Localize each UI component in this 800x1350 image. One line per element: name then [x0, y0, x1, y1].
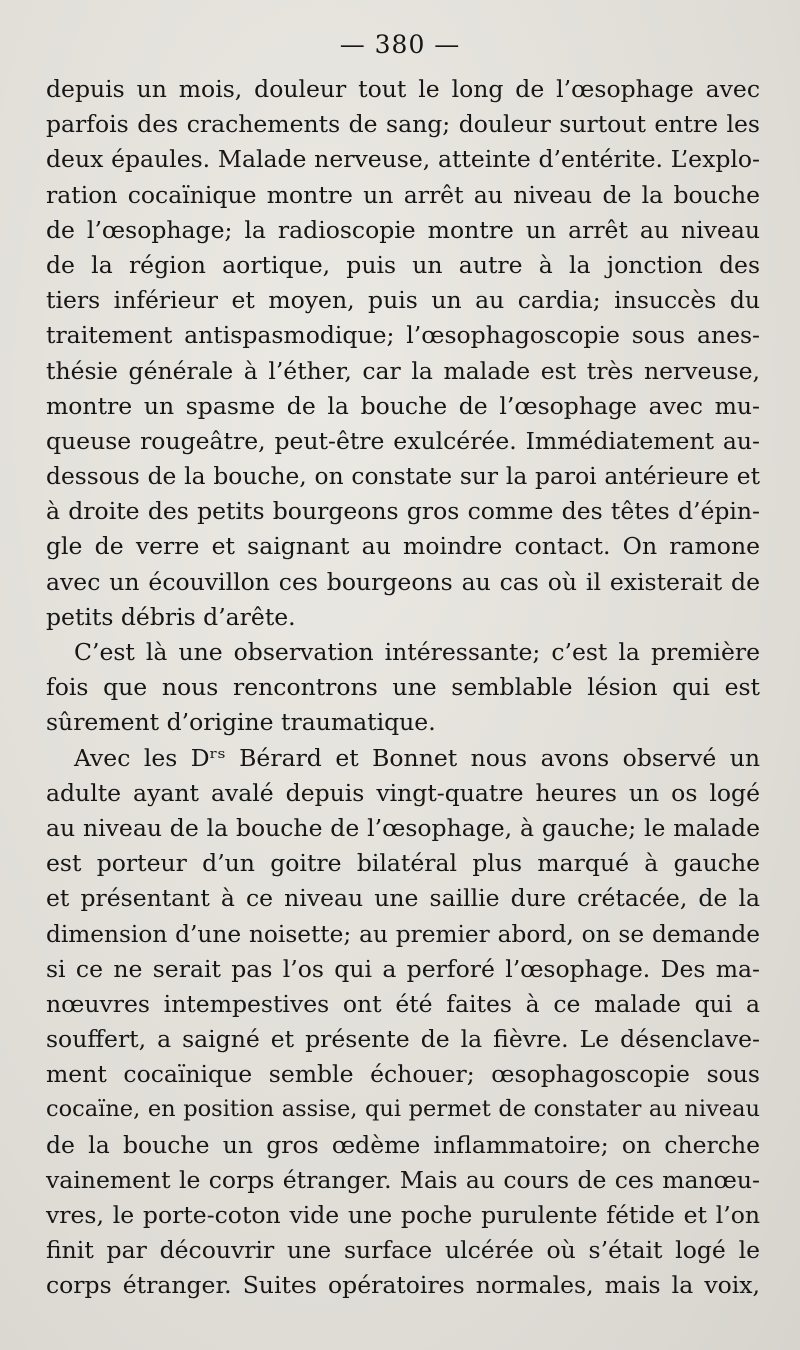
text-line: finit par découvrir une surface ulcérée où s’était logé le	[46, 1236, 760, 1265]
text-line: fois que nous rencontrons une semblable lésion qui est	[46, 673, 760, 702]
text-line: sûrement d’origine traumatique.	[46, 708, 436, 737]
text-line: thésie générale à l’éther, car la malade est très nerveuse,	[46, 356, 760, 385]
text-line: adulte ayant avalé depuis vingt-quatre heures un os logé	[46, 778, 760, 807]
text-line: de l’œsophage; la radioscopie montre un arrêt au niveau	[46, 215, 760, 244]
text-line: corps étranger. Suites opératoires normales, mais la voix,	[46, 1271, 760, 1300]
text-line: traitement antispasmodique; l’œsophagoscopie sous anes-	[46, 321, 760, 350]
text-line: vres, le porte-coton vide une poche purulente fétide et l’on	[46, 1201, 760, 1229]
text-line: à droite des petits bourgeons gros comme des têtes d’épin-	[46, 497, 760, 526]
text-line: ment cocaïnique semble échouer; œsophagoscopie sous	[46, 1060, 760, 1089]
text-line: cocaïne, en position assise, qui permet de constater au niveau	[46, 1096, 760, 1123]
text-line: est porteur d’un goitre bilatéral plus marqué à gauche	[46, 849, 760, 878]
page-number: — 380 —	[339, 30, 461, 59]
text-line: et présentant à ce niveau une saillie dure crétacée, de la	[46, 884, 760, 913]
text-line: dimension d’une noisette; au premier abord, on se demande	[46, 920, 760, 948]
text-line: de la bouche un gros œdème inflammatoire; on cherche	[46, 1130, 760, 1159]
text-line: de la région aortique, puis un autre à la jonction des	[46, 250, 760, 279]
text-line: ration cocaïnique montre un arrêt au niveau de la bouche	[46, 180, 760, 209]
text-line: dessous de la bouche, on constate sur la paroi antérieure et	[46, 462, 760, 491]
text-line: si ce ne serait pas l’os qui a perforé l’œsophage. Des ma-	[46, 954, 760, 983]
text-line: au niveau de la bouche de l’œsophage, à gauche; le malade	[46, 813, 760, 842]
text-line: avec un écouvillon ces bourgeons au cas où il existerait de	[46, 567, 760, 596]
text-line: petits débris d’arête.	[46, 602, 296, 631]
text-line: Avec les Dʳˢ Bérard et Bonnet nous avons observé un	[74, 743, 760, 772]
text-line: nœuvres intempestives ont été faites à ce malade qui a	[46, 989, 760, 1018]
text-line: souffert, a saigné et présente de la fièvre. Le désenclave-	[46, 1025, 760, 1054]
text-line: gle de verre et saignant au moindre contact. On ramone	[46, 532, 760, 561]
text-line: montre un spasme de la bouche de l’œsophage avec mu-	[46, 391, 760, 420]
body-text	[46, 72, 760, 1304]
text-line: C’est là une observation intéressante; c’est la première	[74, 638, 760, 666]
text-line: parfois des crachements de sang; douleur surtout entre les	[46, 110, 760, 139]
text-line: queuse rougeâtre, peut-être exulcérée. Immédiatement au-	[46, 426, 760, 455]
text-line: depuis un mois, douleur tout le long de l’œsophage avec	[46, 75, 760, 103]
text-line: vainement le corps étranger. Mais au cours de ces manœu-	[46, 1165, 760, 1194]
text-line: deux épaules. Malade nerveuse, atteinte d’entérite. L’explo-	[46, 145, 760, 174]
text-line: tiers inférieur et moyen, puis un au cardia; insuccès du	[46, 286, 760, 315]
